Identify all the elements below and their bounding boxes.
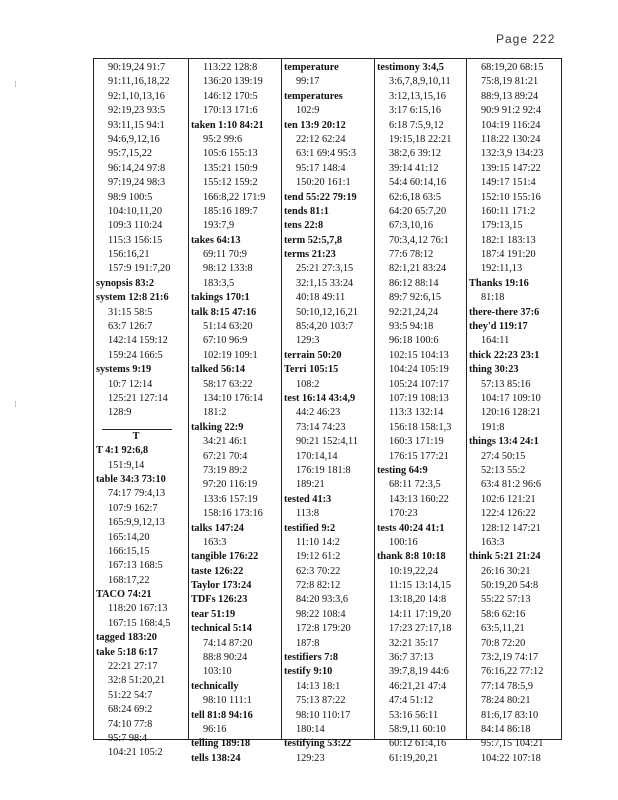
index-reference: 90:21 152:4,11: [296, 436, 358, 448]
index-term: talking 22:9: [191, 421, 244, 433]
index-term: testify 9:10: [284, 666, 333, 678]
index-reference: 74:14 87:20: [203, 637, 253, 649]
index-reference: 170:23: [389, 508, 418, 520]
index-reference: 17:23 27:17,18: [389, 623, 452, 635]
index-reference: 103:10: [203, 666, 232, 678]
column-divider: [466, 58, 467, 740]
index-term: takes 64:13: [191, 234, 241, 246]
index-reference: 32:21 35:17: [389, 637, 439, 649]
index-reference: 125:21 127:14: [108, 392, 168, 404]
index-reference: 193:7,9: [203, 220, 235, 232]
index-reference: 84:14 86:18: [481, 723, 531, 735]
index-reference: 165:14,20: [108, 531, 150, 543]
index-reference: 69:11 70:9: [203, 249, 247, 261]
index-reference: 67:3,10,16: [389, 220, 434, 232]
index-reference: 92:21,24,24: [389, 306, 439, 318]
index-reference: 95:2 99:6: [203, 133, 243, 145]
index-reference: 164:11: [481, 335, 510, 347]
index-reference: 129:23: [296, 752, 325, 764]
index-reference: 73:19 89:2: [203, 464, 248, 476]
index-column-5: [469, 61, 543, 766]
index-reference: 136:20 139:19: [203, 76, 263, 88]
index-reference: 163:3: [481, 536, 505, 548]
index-term: take 5:18 6:17: [96, 646, 158, 658]
index-reference: 96:14,24 97:8: [108, 162, 166, 174]
index-term: thick 22:23 23:1: [469, 349, 540, 361]
index-term: tens 22:8: [284, 220, 324, 232]
index-reference: 27:4 50:15: [481, 450, 526, 462]
index-reference: 176:15 177:21: [389, 450, 449, 462]
index-term: tells 138:24: [191, 752, 241, 764]
index-reference: 163:3: [203, 536, 227, 548]
index-reference: 115:3 156:15: [108, 234, 163, 246]
index-term: thank 8:8 10:18: [377, 551, 446, 563]
index-term: testified 9:2: [284, 522, 336, 534]
index-term: terrain 50:20: [284, 349, 342, 361]
index-reference: 25:21 27:3,15: [296, 263, 354, 275]
index-reference: 160:11 171:2: [481, 205, 536, 217]
index-term: table 34:3 73:10: [96, 473, 166, 485]
index-reference: 68:19,20 68:15: [481, 62, 544, 73]
index-reference: 98:10 111:1: [203, 695, 252, 707]
index-term: technically: [191, 680, 239, 692]
index-reference: 166:8,22 171:9: [203, 191, 266, 203]
index-reference: 51:22 54:7: [108, 689, 153, 701]
index-reference: 19:15,18 22:21: [389, 133, 452, 145]
index-reference: 176:19 181:8: [296, 464, 351, 476]
index-reference: 113:3 132:14: [389, 407, 444, 419]
index-reference: 57:13 85:16: [481, 378, 531, 390]
index-reference: 58:6 62:16: [481, 608, 526, 620]
index-reference: 139:15 147:22: [481, 162, 541, 174]
index-reference: 70:8 72:20: [481, 637, 526, 649]
index-reference: 84:20 93:3,6: [296, 594, 349, 606]
index-reference: 104:17 109:10: [481, 392, 541, 404]
index-reference: 36:7 37:13: [389, 652, 434, 664]
index-reference: 32:8 51:20,21: [108, 675, 166, 687]
index-column-4: [377, 61, 451, 766]
index-term: talk 8:15 47:16: [191, 306, 257, 318]
index-reference: 22:12 62:24: [296, 133, 346, 145]
index-reference: 63:7 126:7: [108, 321, 153, 333]
index-term: takings 170:1: [191, 292, 250, 304]
index-term: tested 41:3: [284, 493, 332, 505]
index-reference: 182:1 183:13: [481, 234, 536, 246]
index-reference: 75:8,19 81:21: [481, 76, 539, 88]
index-term: terms 21:23: [284, 249, 336, 261]
index-term: system 12:8 21:6: [96, 292, 169, 304]
index-reference: 3:17 6:15,16: [389, 105, 442, 117]
index-reference: 95:17 148:4: [296, 162, 346, 174]
index-term: TDFs 126:23: [191, 594, 248, 606]
index-reference: 158:16 173:16: [203, 508, 263, 520]
index-reference: 63:4 81:2 96:6: [481, 479, 542, 491]
index-reference: 134:10 176:14: [203, 392, 263, 404]
index-reference: 90:9 91:2 92:4: [481, 105, 542, 117]
index-reference: 142:14 159:12: [108, 335, 168, 347]
index-term: things 13:4 24:1: [469, 436, 539, 448]
index-reference: 129:3: [296, 335, 320, 347]
index-reference: 102:6 121:21: [481, 493, 536, 505]
index-term: testimony 3:4,5: [377, 62, 444, 73]
index-reference: 187:8: [296, 637, 320, 649]
index-term: systems 9:19: [96, 364, 152, 376]
index-reference: 143:13 160:22: [389, 493, 449, 505]
index-reference: 104:10,11,20: [108, 205, 162, 217]
index-reference: 39:7,8,19 44:6: [389, 666, 449, 678]
index-term: tear 51:19: [191, 608, 236, 620]
index-reference: 88:8 90:24: [203, 652, 248, 664]
index-reference: 60:12 61:4,16: [389, 738, 447, 750]
index-column-1: [96, 61, 176, 761]
index-reference: 98:9 100:5: [108, 191, 153, 203]
index-term: testing 64:9: [377, 464, 428, 476]
index-reference: 159:24 166:5: [108, 349, 163, 361]
index-reference: 3:6,7,8,9,10,11: [389, 76, 451, 88]
index-reference: 91:11,16,18,22: [108, 76, 170, 88]
index-reference: 93:5 94:18: [389, 321, 434, 333]
index-reference: 180:14: [296, 723, 325, 735]
index-reference: 98:10 110:17: [296, 709, 351, 721]
index-reference: 189:21: [296, 479, 325, 491]
index-reference: 128:9: [108, 407, 132, 419]
index-reference: 70:3,4,12 76:1: [389, 234, 449, 246]
index-term: ten 13:9 20:12: [284, 119, 346, 131]
index-term: TACO 74:21: [96, 589, 152, 601]
index-reference: 100:16: [389, 536, 418, 548]
column-divider: [188, 58, 189, 740]
index-reference: 94:6,9,12,16: [108, 133, 160, 145]
index-term: tests 40:24 41:1: [377, 522, 445, 534]
index-reference: 74:17 79:4,13: [108, 488, 166, 500]
index-reference: 14:11 17:19,20: [389, 608, 451, 620]
index-reference: 76:16,22 77:12: [481, 666, 544, 678]
index-reference: 6:18 7:5,9,12: [389, 119, 444, 131]
index-term: talked 56:14: [191, 364, 246, 376]
index-reference: 107:19 108:13: [389, 392, 449, 404]
index-term: tell 81:8 94:16: [191, 709, 253, 721]
index-reference: 108:2: [296, 378, 320, 390]
index-reference: 96:16: [203, 723, 227, 735]
index-reference: 62:3 70:22: [296, 565, 341, 577]
index-term: Thanks 19:16: [469, 277, 529, 289]
section-letter: T: [132, 430, 140, 442]
index-reference: 67:10 96:9: [203, 335, 248, 347]
index-reference: 192:11,13: [481, 263, 523, 275]
index-reference: 88:9,13 89:24: [481, 90, 539, 102]
index-reference: 122:4 126:22: [481, 508, 536, 520]
index-reference: 58:9,11 60:10: [389, 723, 446, 735]
index-reference: 55:22 57:13: [481, 594, 531, 606]
index-column-3: [284, 61, 358, 766]
index-reference: 93:11,15 94:1: [108, 119, 165, 131]
index-reference: 156:18 158:1,3: [389, 421, 452, 433]
index-term: temperatures: [284, 90, 343, 102]
index-reference: 133:6 157:19: [203, 493, 258, 505]
index-reference: 146:12 170:5: [203, 90, 258, 102]
page-number: Page 222: [496, 32, 556, 46]
index-reference: 185:16 189:7: [203, 205, 258, 217]
index-reference: 90:19,24 91:7: [108, 62, 166, 73]
index-term: testifying 53:22: [284, 738, 352, 750]
column-divider: [374, 58, 375, 740]
section-rule: [102, 421, 172, 430]
index-reference: 63:1 69:4 95:3: [296, 148, 357, 160]
index-reference: 34:21 46:1: [203, 436, 248, 448]
index-term: tagged 183:20: [96, 632, 157, 644]
index-reference: 81:6,17 83:10: [481, 709, 539, 721]
index-reference: 97:19,24 98:3: [108, 177, 166, 189]
index-term: synopsis 83:2: [96, 277, 155, 289]
index-term: tangible 176:22: [191, 551, 259, 563]
index-term: temperature: [284, 62, 339, 73]
index-reference: 31:15 58:5: [108, 306, 153, 318]
index-term: technical 5:14: [191, 623, 252, 635]
index-reference: 95:7,15 104:21: [481, 738, 544, 750]
index-reference: 155:12 159:2: [203, 177, 258, 189]
index-reference: 63:5,11,21: [481, 623, 525, 635]
index-reference: 104:21 105:2: [108, 747, 163, 759]
index-reference: 32:1,15 33:24: [296, 277, 354, 289]
index-reference: 167:13 168:5: [108, 560, 163, 572]
index-reference: 26:16 30:21: [481, 565, 531, 577]
margin-mark: ⁝: [14, 80, 17, 90]
index-reference: 151:9,14: [108, 459, 145, 471]
index-reference: 58:17 63:22: [203, 378, 253, 390]
index-reference: 40:18 49:11: [296, 292, 346, 304]
index-reference: 102:9: [296, 105, 320, 117]
index-reference: 22:21 27:17: [108, 661, 158, 673]
index-reference: 167:15 168:4,5: [108, 617, 171, 629]
index-reference: 150:20 161:1: [296, 177, 351, 189]
index-reference: 3:12,13,15,16: [389, 90, 446, 102]
index-reference: 53:16 56:11: [389, 709, 439, 721]
index-term: think 5:21 21:24: [469, 551, 541, 563]
index-reference: 181:2: [203, 407, 227, 419]
index-reference: 179:13,15: [481, 220, 523, 232]
index-reference: 51:14 63:20: [203, 321, 253, 333]
index-reference: 54:4 60:14,16: [389, 177, 447, 189]
index-term: tend 55:22 79:19: [284, 191, 357, 203]
index-reference: 64:20 65:7,20: [389, 205, 447, 217]
index-reference: 82:1,21 83:24: [389, 263, 447, 275]
index-reference: 10:7 12:14: [108, 378, 153, 390]
index-reference: 120:16 128:21: [481, 407, 541, 419]
index-reference: 77:6 78:12: [389, 249, 434, 261]
index-reference: 118:22 130:24: [481, 133, 541, 145]
index-reference: 135:21 150:9: [203, 162, 258, 174]
index-reference: 166:15,15: [108, 545, 150, 557]
index-reference: 19:12 61:2: [296, 551, 341, 563]
index-reference: 113:22 128:8: [203, 62, 258, 73]
index-column-2: [191, 61, 265, 766]
index-reference: 98:22 108:4: [296, 608, 346, 620]
index-reference: 52:13 55:2: [481, 464, 526, 476]
index-reference: 44:2 46:23: [296, 407, 341, 419]
index-term: test 16:14 43:4,9: [284, 392, 356, 404]
index-term: taken 1:10 84:21: [191, 119, 264, 131]
index-reference: 62:6,18 63:5: [389, 191, 442, 203]
index-reference: 98:12 133:8: [203, 263, 253, 275]
index-reference: 13:18,20 14:8: [389, 594, 447, 606]
index-reference: 50:10,12,16,21: [296, 306, 359, 318]
index-reference: 81:18: [481, 292, 505, 304]
index-reference: 72:8 82:12: [296, 580, 341, 592]
index-reference: 95:7 98:4: [108, 732, 148, 744]
index-reference: 118:20 167:13: [108, 603, 168, 615]
index-reference: 170:14,14: [296, 450, 338, 462]
index-reference: 105:6 155:13: [203, 148, 258, 160]
index-reference: 50:19,20 54:8: [481, 580, 539, 592]
index-reference: 132:3,9 134:23: [481, 148, 544, 160]
column-divider: [281, 58, 282, 740]
index-reference: 78:24 80:21: [481, 695, 531, 707]
index-reference: 10:19,22,24: [389, 565, 439, 577]
index-reference: 160:3 171:19: [389, 436, 444, 448]
margin-mark: ⁝: [14, 400, 17, 410]
index-reference: 86:12 88:14: [389, 277, 439, 289]
index-reference: 38:2,6 39:12: [389, 148, 442, 160]
index-reference: 96:18 100:6: [389, 335, 439, 347]
index-reference: 11:10 14:2: [296, 536, 340, 548]
index-reference: 73:14 74:23: [296, 421, 346, 433]
index-reference: 89:7 92:6,15: [389, 292, 442, 304]
index-reference: 191:8: [481, 421, 505, 433]
index-reference: 109:3 110:24: [108, 220, 163, 232]
index-reference: 73:2,19 74:17: [481, 652, 539, 664]
index-term: Terri 105:15: [284, 364, 339, 376]
index-reference: 61:19,20,21: [389, 752, 439, 764]
index-reference: 39:14 41:12: [389, 162, 439, 174]
index-reference: 183:3,5: [203, 277, 235, 289]
index-reference: 14:13 18:1: [296, 680, 341, 692]
index-reference: 46:21,21 47:4: [389, 680, 447, 692]
index-reference: 67:21 70:4: [203, 450, 248, 462]
index-term: T 4:1 92:6,8: [96, 445, 149, 457]
index-reference: 11:15 13:14,15: [389, 580, 451, 592]
index-term: taste 126:22: [191, 565, 244, 577]
index-term: thing 30:23: [469, 364, 519, 376]
index-term: there-there 37:6: [469, 306, 540, 318]
index-reference: 75:13 87:22: [296, 695, 346, 707]
index-term: tends 81:1: [284, 205, 329, 217]
index-term: talks 147:24: [191, 522, 244, 534]
index-term: they'd 119:17: [469, 321, 528, 333]
index-term: telling 189:18: [191, 738, 251, 750]
index-reference: 74:10 77:8: [108, 718, 153, 730]
index-reference: 95:7,15,22: [108, 148, 153, 160]
index-reference: 128:12 147:21: [481, 522, 541, 534]
index-reference: 149:17 151:4: [481, 177, 536, 189]
index-reference: 104:19 116:24: [481, 119, 541, 131]
index-reference: 165:9,9,12,13: [108, 517, 165, 529]
index-term: term 52:5,7,8: [284, 234, 343, 246]
index-reference: 187:4 191:20: [481, 249, 536, 261]
index-reference: 152:10 155:16: [481, 191, 541, 203]
index-reference: 172:8 179:20: [296, 623, 351, 635]
index-reference: 107:9 162:7: [108, 502, 158, 514]
index-reference: 97:20 116:19: [203, 479, 258, 491]
index-reference: 47:4 51:12: [389, 695, 434, 707]
index-reference: 104:22 107:18: [481, 752, 541, 764]
index-reference: 104:24 105:19: [389, 364, 449, 376]
index-reference: 156:16,21: [108, 249, 150, 261]
index-reference: 113:8: [296, 508, 320, 520]
index-reference: 92:1,10,13,16: [108, 90, 165, 102]
index-reference: 68:11 72:3,5: [389, 479, 441, 491]
index-reference: 105:24 107:17: [389, 378, 449, 390]
index-reference: 85:4,20 103:7: [296, 321, 354, 333]
index-reference: 68:24 69:2: [108, 704, 153, 716]
index-reference: 77:14 78:5,9: [481, 680, 534, 692]
index-reference: 92:19,23 93:5: [108, 105, 166, 117]
index-term: Taylor 173:24: [191, 580, 252, 592]
index-term: testifiers 7:8: [284, 652, 339, 664]
index-reference: 170:13 171:6: [203, 105, 258, 117]
index-reference: 99:17: [296, 76, 320, 88]
index-reference: 168:17,22: [108, 574, 150, 586]
index-reference: 102:15 104:13: [389, 349, 449, 361]
index-reference: 157:9 191:7,20: [108, 263, 171, 275]
index-reference: 102:19 109:1: [203, 349, 258, 361]
